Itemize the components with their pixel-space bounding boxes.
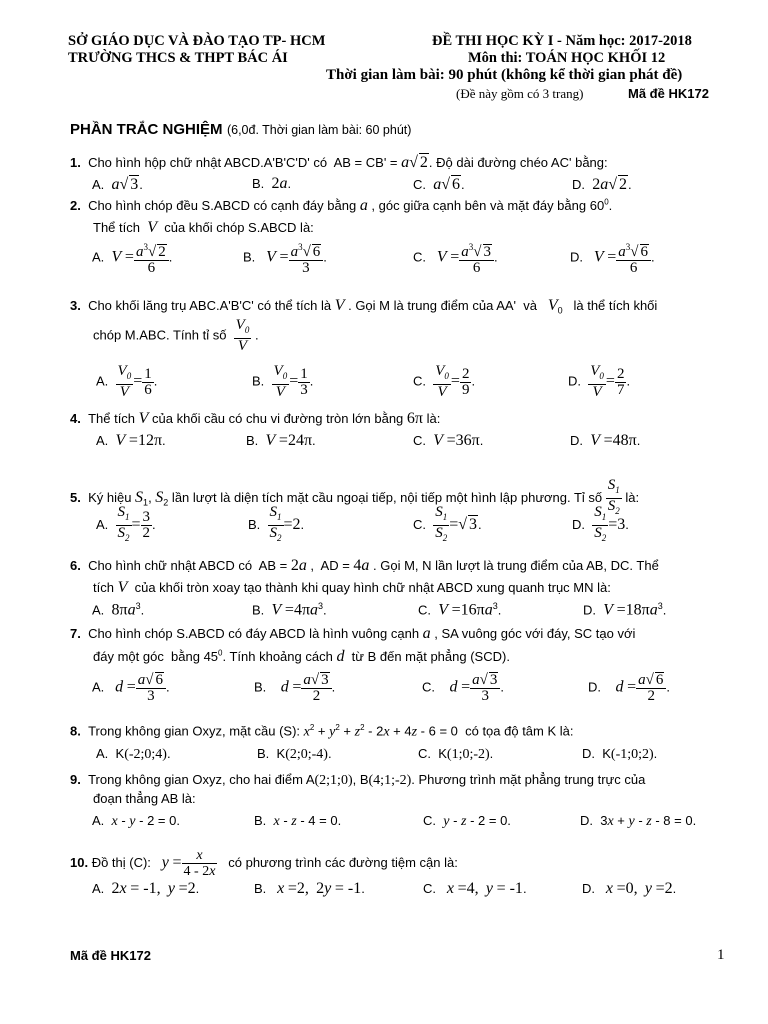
section-title [70, 121, 411, 139]
section-note: (6,0đ. Thời gian làm bài: 60 phút) [226, 123, 412, 137]
question-number: 6. [70, 558, 81, 573]
q1-option-c[interactable]: C. a√ 6. [413, 176, 465, 193]
q1-option-b[interactable]: B. 2a. [252, 175, 292, 192]
q8-option-b[interactable]: B. K(2;0;-4). [257, 746, 332, 762]
q6-option-d[interactable]: D. $V =18\pi a^3$. [583, 601, 667, 619]
q7-option-a[interactable]: A. d = $\frac{a√ 6}{3}$ . [92, 672, 170, 704]
q4-option-b[interactable]: B. V =24π. [246, 432, 316, 449]
q7-option-c[interactable]: C. d = $\frac{a√ 3}{3}$ . [422, 672, 504, 704]
footer-exam-code: Mã đề HK172 [70, 948, 151, 963]
q3-option-c[interactable]: C. $\frac{V_0}{V}$ = $\frac{2}{9}$ . [413, 363, 476, 400]
q10-option-b[interactable]: B. x =2, 2y = -1. [254, 880, 365, 897]
exam-time: Thời gian làm bài: 90 phút (không kể thời gian phát đề) [326, 67, 683, 83]
exam-code: Mã đề HK172 [628, 86, 709, 101]
q8-option-c[interactable]: C. K(1;0;-2). [418, 746, 494, 762]
q8-option-d[interactable]: D. K(-1;0;2). [582, 746, 658, 762]
question-number: 7. [70, 626, 81, 641]
question-4: 4. Thể tích V của khối cầu có chu vi đường tròn lớn bằng 6π là: [70, 410, 441, 427]
q1-option-a[interactable]: A. a√ 3. [92, 176, 143, 193]
exam-title: ĐỀ THI HỌC KỲ I - Năm học: 2017-2018 [432, 33, 692, 49]
department-name: SỞ GIÁO DỤC VÀ ĐÀO TẠO TP- HCM [68, 33, 326, 49]
q6-option-c[interactable]: C. $V =16\pi a^3$. [418, 601, 502, 619]
question-number: 3. [70, 298, 81, 313]
q9-option-c[interactable]: C. y - z - 2 = 0. [423, 813, 511, 829]
question-2-line-2: Thể tích V của khối chóp S.ABCD là: [93, 219, 314, 236]
school-name: TRƯỜNG THCS & THPT BÁC ÁI [68, 50, 288, 66]
question-1: 1. Cho hình hộp chữ nhật ABCD.A'B'C'D' có AB = CB' = a√ 2. Độ dài đường chéo AC' bằng: [70, 154, 608, 171]
q9-option-a[interactable]: A. x - y - 2 = 0. [92, 813, 180, 829]
q6-option-a[interactable]: A. $8\pi a^3$. [92, 601, 145, 619]
question-5: 5. Ký hiệu $S_1$, $S_2$ lần lượt là diện tích mặt cầu ngoại tiếp, nội tiếp một hình lập phương. Tỉ số $\frac{S_1}{S_2}$ là: [70, 477, 640, 516]
q2-option-c[interactable]: C. V = $\frac{a^3√ 3}{6}$ . [413, 242, 498, 276]
q4-option-a[interactable]: A. V =12π. [96, 432, 166, 449]
question-3: 3. Cho khối lăng trụ ABC.A'B'C' có thể tích là V . Gọi M là trung điểm của AA' và $V_0$ là thể tích khối [70, 297, 658, 316]
page-count-note: (Đề này gồm có 3 trang) [456, 86, 584, 101]
question-number: 1. [70, 155, 81, 170]
q5-option-b[interactable]: B. $\frac{S_1}{S_2}$ =2. [248, 504, 305, 543]
q9-option-d[interactable]: D. 3x + y - z - 8 = 0. [580, 813, 697, 829]
question-7: 7. Cho hình chóp S.ABCD có đáy ABCD là hình vuông cạnh a , SA vuông góc với đáy, SC tạo với [70, 625, 636, 642]
q8-option-a[interactable]: A. K(-2;0;4). [96, 746, 171, 762]
question-10: 10. Đồ thị (C): y = $\frac{x}{4 - 2x}$ có phương trình các đường tiệm cận là: [70, 848, 458, 879]
question-number: 9. [70, 772, 81, 787]
question-number: 4. [70, 411, 81, 426]
q5-option-a[interactable]: A. $\frac{S_1}{S_2}$ = $\frac{3}{2}$ . [96, 504, 156, 543]
q4-option-d[interactable]: D. V =48π. [570, 432, 641, 449]
question-number: 8. [70, 723, 81, 739]
q3-option-b[interactable]: B. $\frac{V_0}{V}$ = $\frac{1}{3}$ . [252, 363, 314, 400]
question-6-line-2: tích V của khối tròn xoay tạo thành khi quay hình chữ nhật ABCD xung quanh trục MN là: [93, 579, 611, 596]
q2-option-d[interactable]: D. V = $\frac{a^3√ 6}{6}$ . [570, 242, 655, 276]
q2-option-b[interactable]: B. V = $\frac{a^3√ 6}{3}$ . [243, 242, 327, 276]
question-number: 10. [70, 854, 89, 870]
question-7-line-2: đáy một góc bằng $45^0$. Tính khoảng cách d từ B đến mặt phẳng (SCD). [93, 648, 510, 665]
question-8: 8. Trong không gian Oxyz, mặt cầu (S): $x^2 + y^2 + z^2 - 2x + 4z - 6 = 0$ có tọa độ tâm K là: [70, 723, 574, 740]
question-3-line-2: chóp M.ABC. Tính tỉ số $\frac{V_0}{V}$ . [93, 317, 259, 354]
q10-option-c[interactable]: C. x =4, y = -1. [423, 880, 527, 897]
q10-option-d[interactable]: D. x =0, y =2. [582, 880, 677, 897]
q9-option-b[interactable]: B. x - z - 4 = 0. [254, 813, 342, 829]
question-6: 6. Cho hình chữ nhật ABCD có AB = 2a , AD = 4a . Gọi M, N lần lượt là trung điểm của AB, DC. Thể [70, 557, 659, 574]
q2-option-a[interactable]: A. V = $\frac{a^3√ 2}{6}$ . [92, 242, 173, 276]
q1-option-d[interactable]: D. 2a√ 2. [572, 176, 632, 193]
q7-option-d[interactable]: D. d = $\frac{a√ 6}{2}$ . [588, 672, 670, 704]
q10-option-a[interactable]: A. 2x = -1, y =2. [92, 880, 200, 897]
q3-option-a[interactable]: A. $\frac{V_0}{V}$ = $\frac{1}{6}$ . [96, 363, 158, 400]
question-9-line-2: đoạn thẳng AB là: [93, 791, 196, 806]
q4-option-c[interactable]: C. V =36π. [413, 432, 484, 449]
page-number: 1 [717, 947, 725, 963]
exam-subject: Môn thi: TOÁN HỌC KHỐI 12 [468, 50, 666, 66]
q5-option-c[interactable]: C. $\frac{S_1}{S_2}$ =√ 3. [413, 504, 482, 543]
question-2: 2. Cho hình chóp đều S.ABCD có cạnh đáy bằng a , góc giữa cạnh bên và mặt đáy bằng $60^0$. [70, 197, 613, 214]
section-title-text: PHẦN TRẮC NGHIỆM [70, 121, 223, 138]
q3-option-d[interactable]: D. $\frac{V_0}{V}$ = $\frac{2}{7}$ . [568, 363, 631, 400]
question-number: 2. [70, 198, 81, 213]
q6-option-b[interactable]: B. $V =4\pi a^3$. [252, 601, 327, 619]
q5-option-d[interactable]: D. $\frac{S_1}{S_2}$ =3. [572, 504, 629, 543]
q7-option-b[interactable]: B. d = $\frac{a√ 3}{2}$ . [254, 672, 336, 704]
question-9: 9. Trong không gian Oxyz, cho hai điểm A(2;1;0), B(4;1;-2). Phương trình mặt phẳng trung trực của [70, 772, 646, 788]
question-number: 5. [70, 489, 81, 505]
